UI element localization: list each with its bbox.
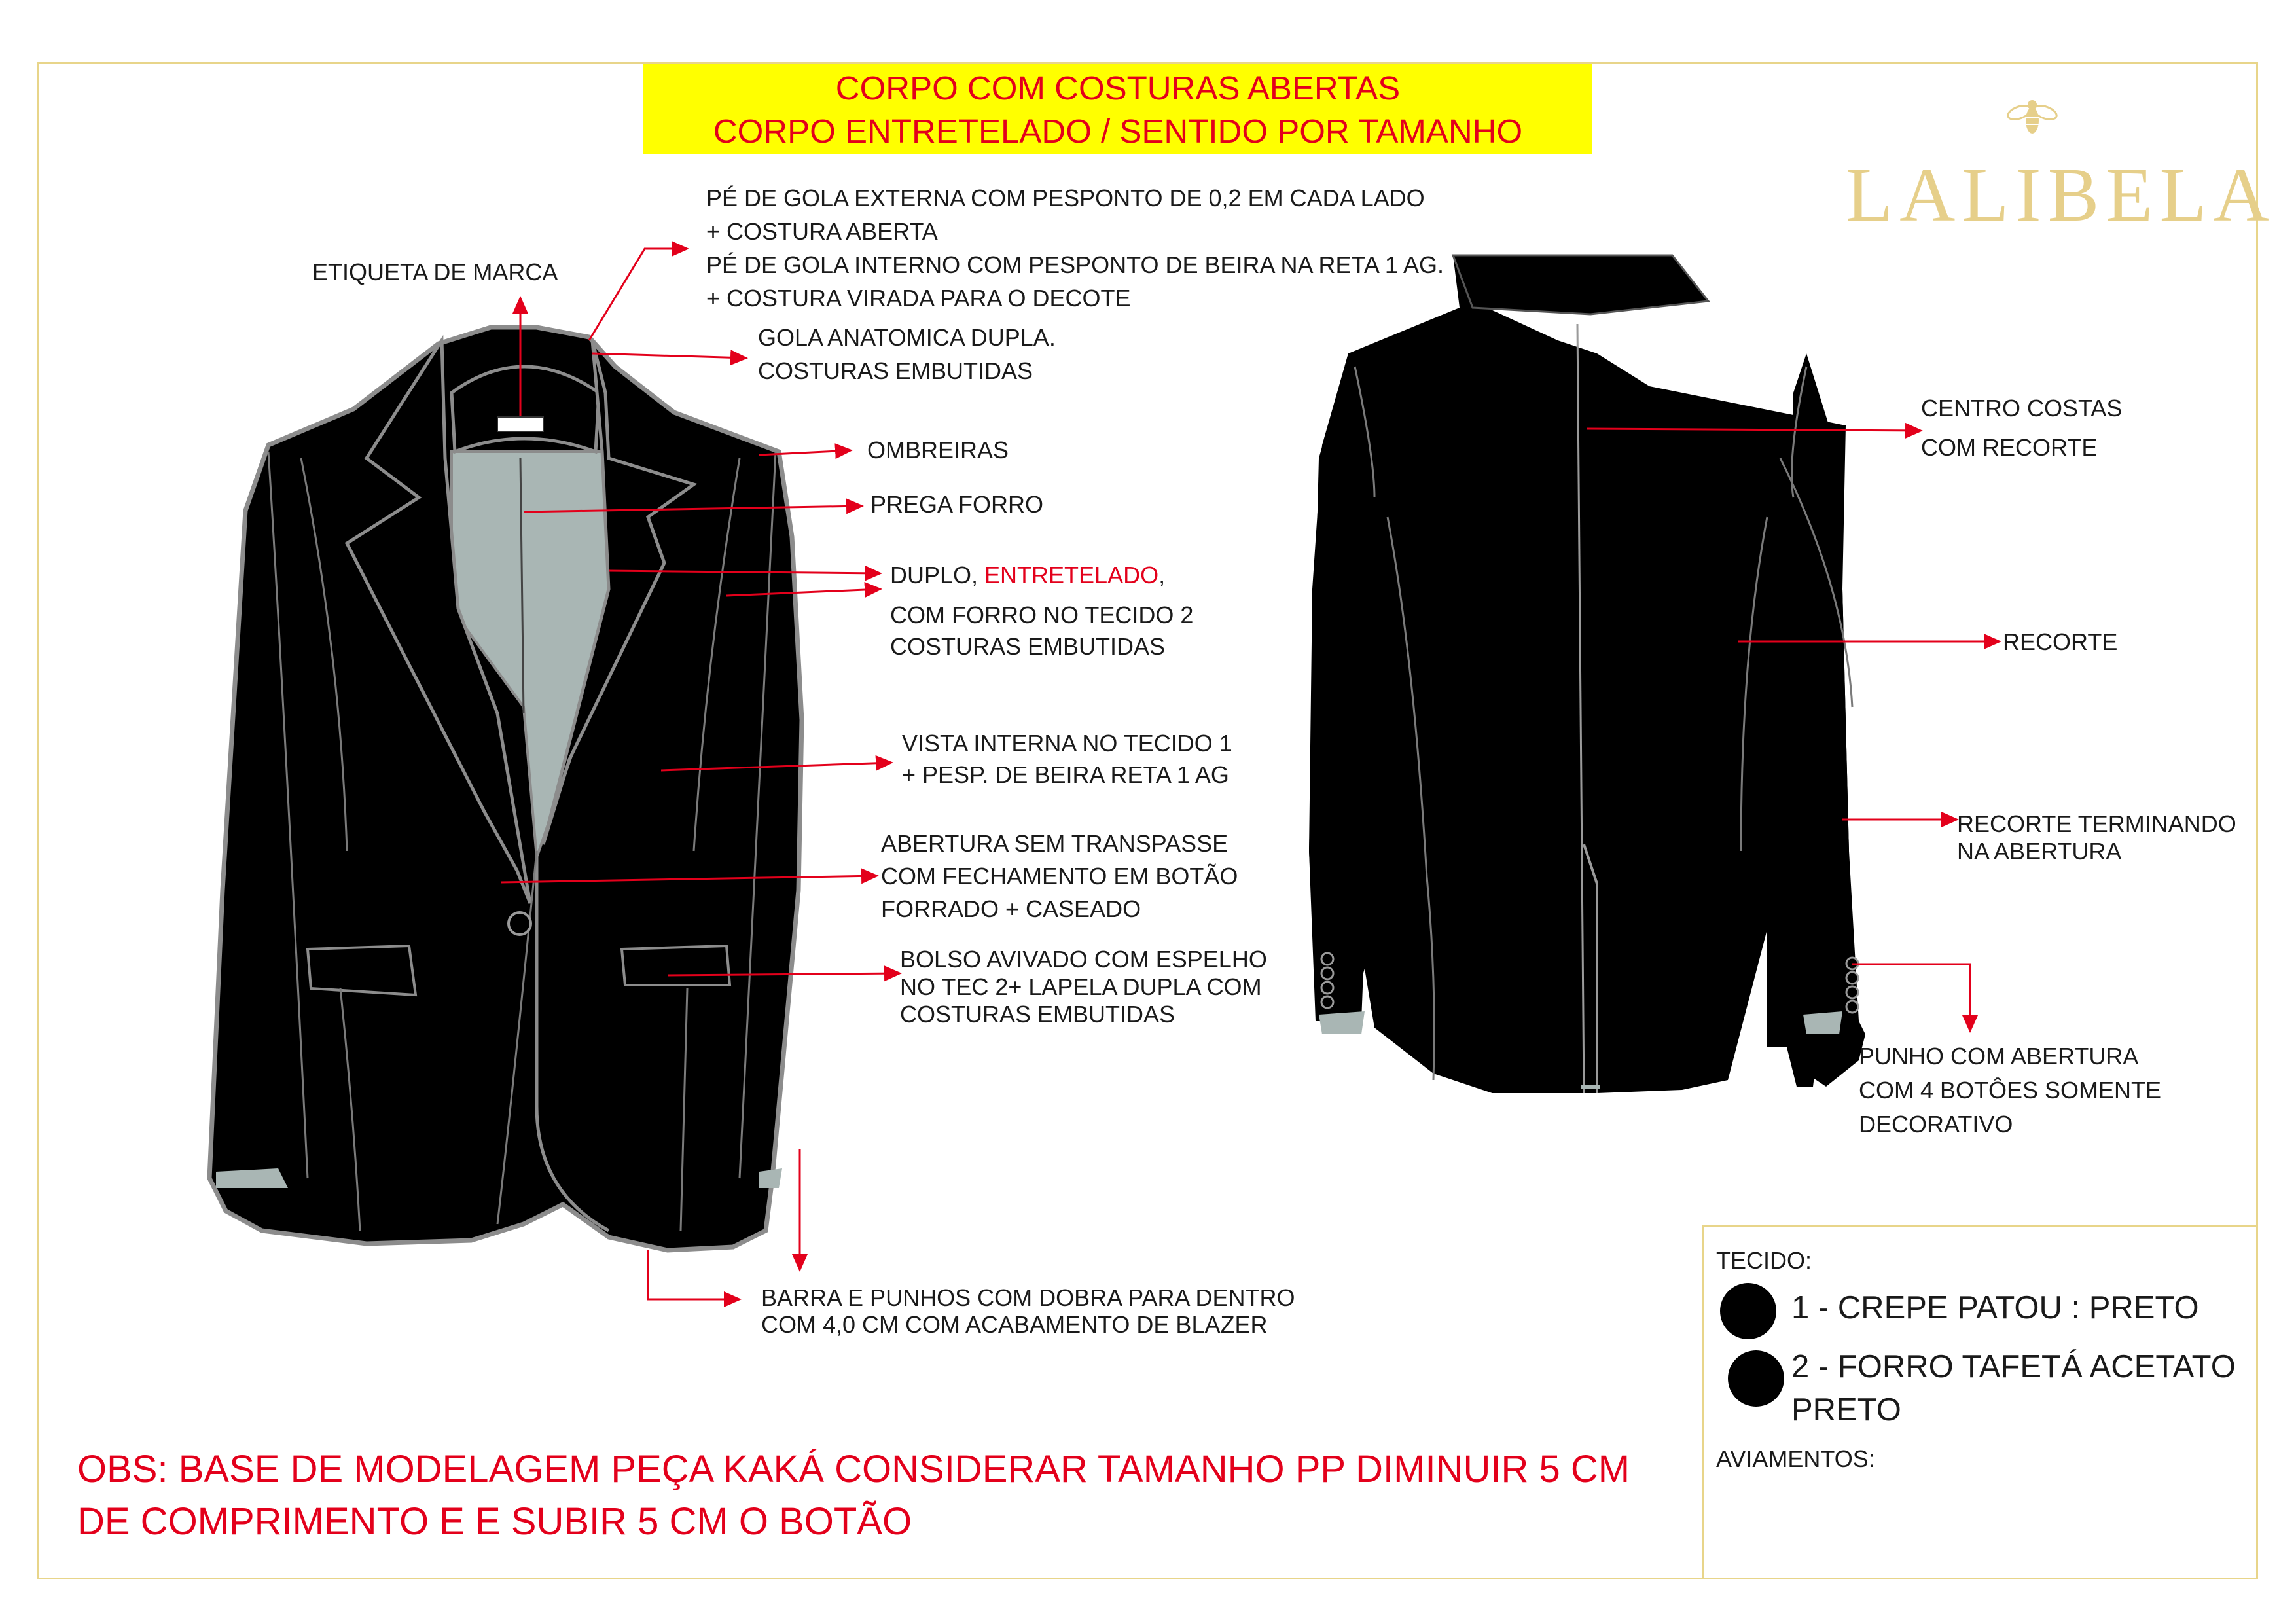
front-button xyxy=(509,912,531,935)
back-left-cuff xyxy=(1319,1011,1365,1034)
fabric-swatch-1 xyxy=(1720,1283,1776,1339)
back-right-cuff xyxy=(1803,1011,1842,1034)
obs-line-1: OBS: BASE DE MODELAGEM PEÇA KAKÁ CONSIDERAR TAMANHO PP DIMINUIR 5 CM xyxy=(77,1448,1630,1490)
duplo-comma: , xyxy=(1158,562,1166,588)
header-line-1: CORPO COM COSTURAS ABERTAS xyxy=(835,69,1401,107)
obs-line-2: DE COMPRIMENTO E E SUBIR 5 CM O BOTÃO xyxy=(77,1500,912,1543)
brand-label-tag xyxy=(497,417,543,431)
back-body xyxy=(1309,255,1865,1093)
right-cuff xyxy=(759,1168,782,1188)
fabric-item-1: 1 - CREPE PATOU : PRETO xyxy=(1791,1290,2199,1326)
label-etiqueta: ETIQUETA DE MARCA xyxy=(312,259,558,285)
label-ombreiras: OMBREIRAS xyxy=(867,437,1009,463)
fabric-title: TECIDO: xyxy=(1716,1247,1812,1274)
back-blazer-drawing xyxy=(1309,255,1865,1093)
right-pocket-flap xyxy=(622,946,730,985)
arrow-pe-gola xyxy=(589,249,687,340)
arrow-punho xyxy=(1852,964,1970,1031)
aviamentos-title: AVIAMENTOS: xyxy=(1716,1445,1875,1472)
arrow-gola xyxy=(592,353,746,358)
back-collar xyxy=(1453,255,1708,314)
fabric-item-2: 2 - FORRO TAFETÁ ACETATO xyxy=(1791,1349,2236,1384)
label-recorte: RECORTE xyxy=(2003,628,2118,655)
fabric-item-2-color: PRETO xyxy=(1791,1392,1901,1428)
brand-logo: LALIBELA xyxy=(1846,152,2276,238)
duplo-text: DUPLO, xyxy=(890,562,985,588)
left-cuff xyxy=(216,1168,288,1188)
fabric-spec-box xyxy=(1702,1225,2258,1579)
collar-neck xyxy=(452,367,599,452)
left-pocket-flap xyxy=(308,946,416,995)
entretelado-highlight: ENTRETELADO xyxy=(984,562,1159,588)
fabric-swatch-2 xyxy=(1728,1350,1784,1407)
arrow-barra xyxy=(648,1250,740,1299)
label-prega: PREGA FORRO xyxy=(870,491,1044,518)
front-blazer-drawing xyxy=(209,327,802,1250)
header-line-2: CORPO ENTRETELADO / SENTIDO POR TAMANHO xyxy=(713,113,1523,150)
observation-note xyxy=(77,1443,1727,1548)
